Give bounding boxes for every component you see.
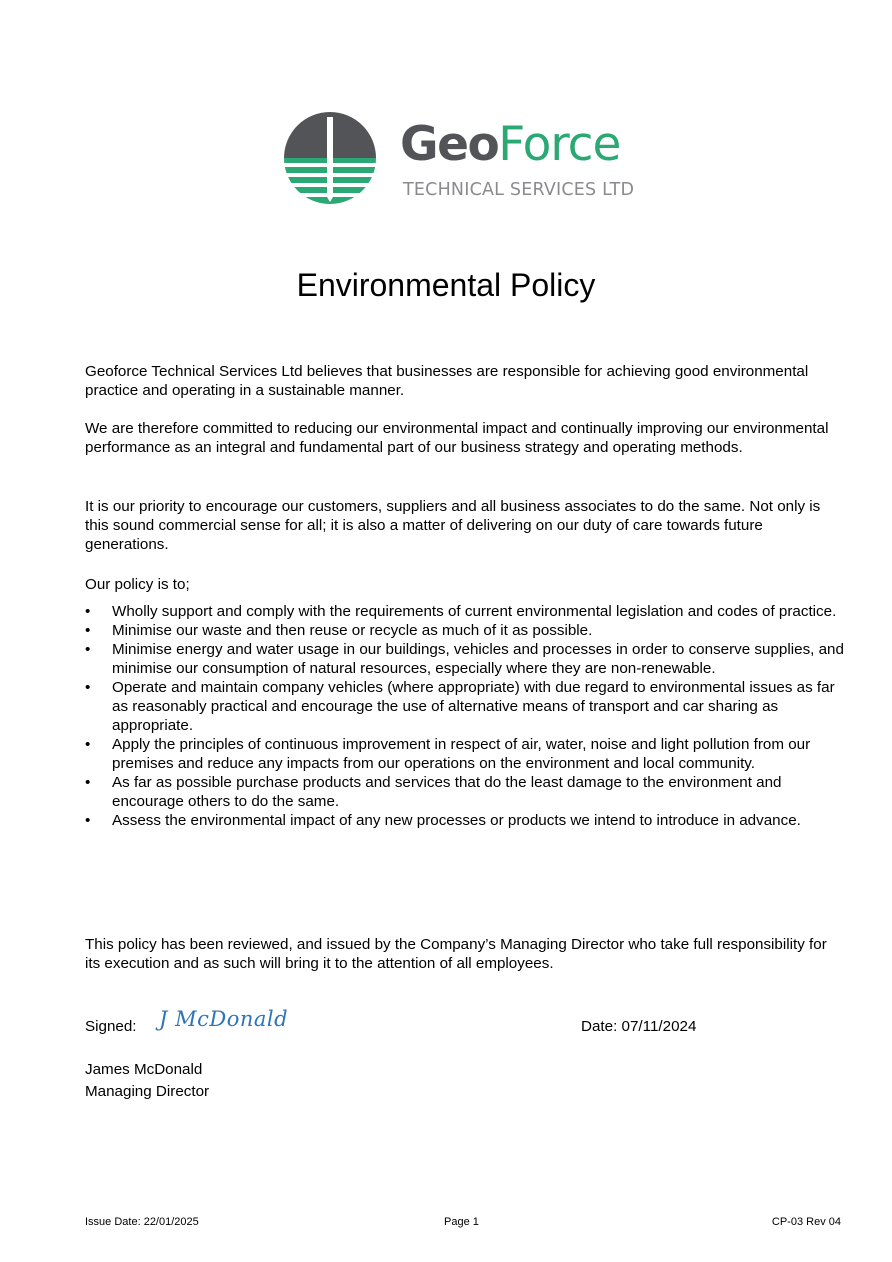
list-item xyxy=(85,602,845,621)
list-item xyxy=(85,773,845,811)
list-item xyxy=(85,640,845,678)
brand-name-force: Force xyxy=(498,117,621,172)
paragraph-1: Geoforce Technical Services Ltd believes that businesses are responsible for achieving good environmental practice and operating in a sustainable manner. xyxy=(85,363,809,399)
paragraph-4: Our policy is to; xyxy=(85,576,190,593)
brand-wordmark xyxy=(400,117,621,172)
closing-text: This policy has been reviewed, and issued by the Company’s Managing Director who take full responsibility for its execution and as such will bring it to the attention of all employees. xyxy=(85,936,827,972)
policy-list xyxy=(85,602,845,830)
bullet-icon: • xyxy=(85,603,91,620)
paragraph-3: It is our priority to encourage our customers, suppliers and all business associates to do the same. Not only is this sound commercial sense for all; it is also a matter of delivering on our duty of care towards future generations. xyxy=(85,498,821,553)
bullet-icon: • xyxy=(85,679,91,696)
list-item xyxy=(85,621,845,640)
list-item-text: Wholly support and comply with the requirements of current environmental legislation and codes of practice. xyxy=(112,603,837,620)
issue-date: Issue Date: 22/01/2025 xyxy=(85,1216,199,1228)
page-footer xyxy=(85,1216,841,1232)
list-item-text: As far as possible purchase products and services that do the least damage to the environment and encourage others to do the same. xyxy=(112,774,782,810)
bullet-icon: • xyxy=(85,641,91,658)
list-item xyxy=(85,678,845,735)
document-reference: CP-03 Rev 04 xyxy=(771,1216,841,1228)
signatory-role: Managing Director xyxy=(85,1083,210,1100)
signatory-block xyxy=(85,1059,209,1103)
page-number: Page 1 xyxy=(444,1216,479,1228)
paragraph-2: We are therefore committed to reducing our environmental impact and continually improving our environmental performance as an integral and fundamental part of our business strategy and operating methods. xyxy=(85,420,829,456)
signatory-name: James McDonald xyxy=(85,1061,203,1078)
signed-label: Signed: xyxy=(85,1018,137,1035)
document-title: Environmental Policy xyxy=(296,267,596,303)
handwritten-signature: J McDonald xyxy=(159,1007,289,1031)
brand-subtitle: TECHNICAL SERVICES LTD xyxy=(403,180,635,200)
list-item-text: Apply the principles of continuous improvement in respect of air, water, noise and light pollution from our premises and reduce any impacts from our operations on the environment and local community. xyxy=(112,736,811,772)
brand-name-geo: Geo xyxy=(400,117,499,172)
bullet-icon: • xyxy=(85,622,91,639)
list-item xyxy=(85,811,845,830)
signature-row xyxy=(85,1007,845,1041)
geoforce-emblem-icon xyxy=(284,112,376,204)
list-item-text: Operate and maintain company vehicles (where appropriate) with due regard to environmental issues as far as reasonably practical and encourage the use of alternative means of transport and car sharing as appropriate. xyxy=(112,679,835,734)
bullet-icon: • xyxy=(85,774,91,791)
bullet-icon: • xyxy=(85,812,91,829)
list-item-text: Minimise our waste and then reuse or recycle as much of it as possible. xyxy=(112,622,593,639)
list-item-text: Assess the environmental impact of any new processes or products we intend to introduce in advance. xyxy=(112,812,801,829)
signature-date: Date: 07/11/2024 xyxy=(581,1018,697,1035)
bullet-icon: • xyxy=(85,736,91,753)
list-item xyxy=(85,735,845,773)
list-item-text: Minimise energy and water usage in our buildings, vehicles and processes in order to conserve supplies, and minimise our consumption of natural resources, especially where they are non-renewable. xyxy=(112,641,844,677)
company-logo xyxy=(284,112,644,206)
